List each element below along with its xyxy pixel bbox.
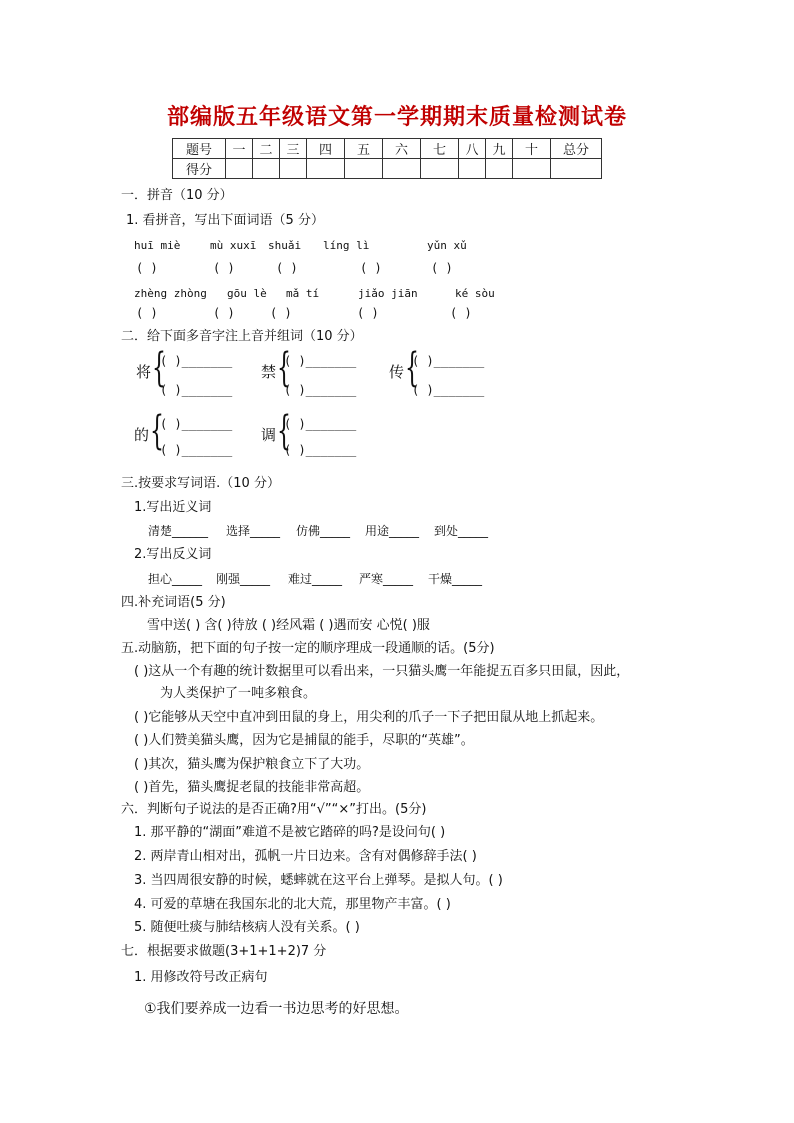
score-table-header-row [173,139,602,159]
answer-blank[interactable]: ( )_______ [284,354,357,368]
table-cell: 九 [486,139,513,159]
word-blank[interactable]: 仿佛_____ [296,524,351,538]
answer-blank[interactable]: ( )_______ [412,383,485,397]
answer-blank[interactable]: ( ) [213,306,235,320]
answer-blank[interactable]: ( ) [357,306,379,320]
section-heading: 二．给下面多音字注上音并组词（10 分） [121,329,363,344]
score-cell[interactable] [383,159,421,179]
judgement-item[interactable]: 5. 随便吐痰与肺结核病人没有关系。( ) [134,920,360,935]
answer-blank[interactable]: ( )_______ [284,383,357,397]
answer-blank[interactable]: ( )_______ [160,443,233,457]
question-text: 1. 看拼音，写出下面词语（5 分） [126,213,324,228]
table-cell: 十 [513,139,551,159]
pinyin: ké sòu [455,287,495,300]
word-blank[interactable]: 刚强_____ [216,572,271,586]
score-cell[interactable] [421,159,459,179]
word-blank[interactable]: 干燥_____ [428,572,483,586]
brace-icon: { [405,345,419,391]
answer-blank[interactable]: ( ) [136,261,158,275]
page-title: 部编版五年级语文第一学期期末质量检测试卷 [166,104,627,130]
score-cell[interactable] [513,159,551,179]
polyphone-char: 禁 [261,363,277,381]
answer-blank[interactable]: ( )_______ [284,443,357,457]
sentence-item[interactable]: ( )这从一个有趣的统计数据里可以看出来，一只猫头鹰一年能捉五百多只田鼠，因此， [134,664,630,679]
section-heading: 七．根据要求做题(3+1+1+2)7 分 [121,944,327,959]
pinyin: shuǎi [268,239,302,252]
pinyin: zhèng zhòng [134,287,207,300]
answer-blank[interactable]: ( ) [450,306,472,320]
table-cell: 六 [383,139,421,159]
score-cell[interactable] [253,159,280,179]
score-table [172,138,602,179]
score-cell[interactable] [486,159,513,179]
table-cell: 五 [345,139,383,159]
score-table-score-row [173,159,602,179]
table-cell: 二 [253,139,280,159]
polyphone-char: 的 [134,426,150,444]
section-heading: 六．判断句子说法的是否正确?用“√”“×”打出。(5分) [121,802,427,817]
score-cell[interactable] [226,159,253,179]
judgement-item[interactable]: 3. 当四周很安静的时候，蟋蟀就在这平台上弹琴。是拟人句。( ) [134,873,503,888]
answer-blank[interactable]: ( )_______ [160,417,233,431]
pinyin: líng lì [323,239,370,252]
answer-blank[interactable]: ( ) [270,306,292,320]
pinyin: yǔn xǔ [427,239,467,252]
judgement-item[interactable]: 4. 可爱的草塘在我国东北的北大荒，那里物产丰富。( ) [134,897,451,912]
score-cell[interactable] [551,159,602,179]
score-cell[interactable] [345,159,383,179]
word-blank[interactable]: 选择_____ [226,524,281,538]
pinyin: mù xuxī [210,239,257,252]
table-cell: 七 [421,139,459,159]
judgement-item[interactable]: 2. 两岸青山相对出，孤帆一片日边来。含有对偶修辞手法( ) [134,849,477,864]
polyphone-char: 将 [136,363,152,381]
word-blank[interactable]: 到处_____ [434,524,489,538]
table-cell: 得分 [173,159,226,179]
section-heading: 五.动脑筋，把下面的句子按一定的顺序理成一段通顺的话。(5分) [121,641,495,656]
answer-blank[interactable]: ( )_______ [160,354,233,368]
section-heading: 三.按要求写词语.（10 分） [121,476,280,491]
section-heading: 四.补充词语(5 分) [121,595,226,610]
sentence-item-continued: 为人类保护了一吨多粮食。 [160,686,317,701]
word-blank[interactable]: 担心_____ [148,572,203,586]
brace-icon: { [152,345,166,391]
answer-blank[interactable]: ( ) [431,261,453,275]
brace-icon: { [277,408,291,454]
pinyin: jiǎo jiān [358,287,418,300]
section-heading: 一．拼音（10 分） [121,188,233,203]
fill-in-line[interactable]: 雪中送( ) 含( )待放 ( )经风霜 ( )遇而安 心悦( )服 [147,618,430,633]
sentence-item[interactable]: ( )首先，猫头鹰捉老鼠的技能非常高超。 [134,780,370,795]
question-text: 2.写出反义词 [134,547,212,562]
question-text: 1.写出近义词 [134,500,212,515]
answer-blank[interactable]: ( )_______ [412,354,485,368]
table-cell: 八 [459,139,486,159]
question-text: 1. 用修改符号改正病句 [134,970,268,985]
pinyin: huī miè [134,239,181,252]
score-cell[interactable] [307,159,345,179]
pinyin: mǎ tí [286,287,320,300]
sentence-item[interactable]: ( )其次，猫头鹰为保护粮食立下了大功。 [134,757,370,772]
word-blank[interactable]: 难过_____ [288,572,343,586]
table-cell: 一 [226,139,253,159]
answer-blank[interactable]: ( ) [136,306,158,320]
answer-blank[interactable]: ( ) [276,261,298,275]
table-cell: 四 [307,139,345,159]
pinyin: gōu lè [227,287,267,300]
judgement-item[interactable]: 1. 那平静的“湖面”难道不是被它踏碎的吗?是设问句( ) [134,825,446,840]
table-cell: 题号 [173,139,226,159]
score-cell[interactable] [280,159,307,179]
answer-blank[interactable]: ( )_______ [284,417,357,431]
score-cell[interactable] [459,159,486,179]
brace-icon: { [277,345,291,391]
word-blank[interactable]: 用途_____ [365,524,420,538]
polyphone-char: 调 [261,426,277,444]
answer-blank[interactable]: ( )_______ [160,383,233,397]
brace-icon: { [150,408,164,454]
polyphone-char: 传 [389,363,405,381]
table-cell: 三 [280,139,307,159]
answer-blank[interactable]: ( ) [213,261,235,275]
sentence-item[interactable]: ( )它能够从天空中直冲到田鼠的身上，用尖利的爪子一下子把田鼠从地上抓起来。 [134,710,604,725]
word-blank[interactable]: 清楚______ [148,524,209,538]
answer-blank[interactable]: ( ) [360,261,382,275]
table-cell: 总分 [551,139,602,159]
sentence-item[interactable]: ①我们要养成一边看一书边思考的好思想。 [144,1001,409,1017]
word-blank[interactable]: 严寒_____ [359,572,414,586]
sentence-item[interactable]: ( )人们赞美猫头鹰，因为它是捕鼠的能手，尽职的“英雄”。 [134,733,474,748]
